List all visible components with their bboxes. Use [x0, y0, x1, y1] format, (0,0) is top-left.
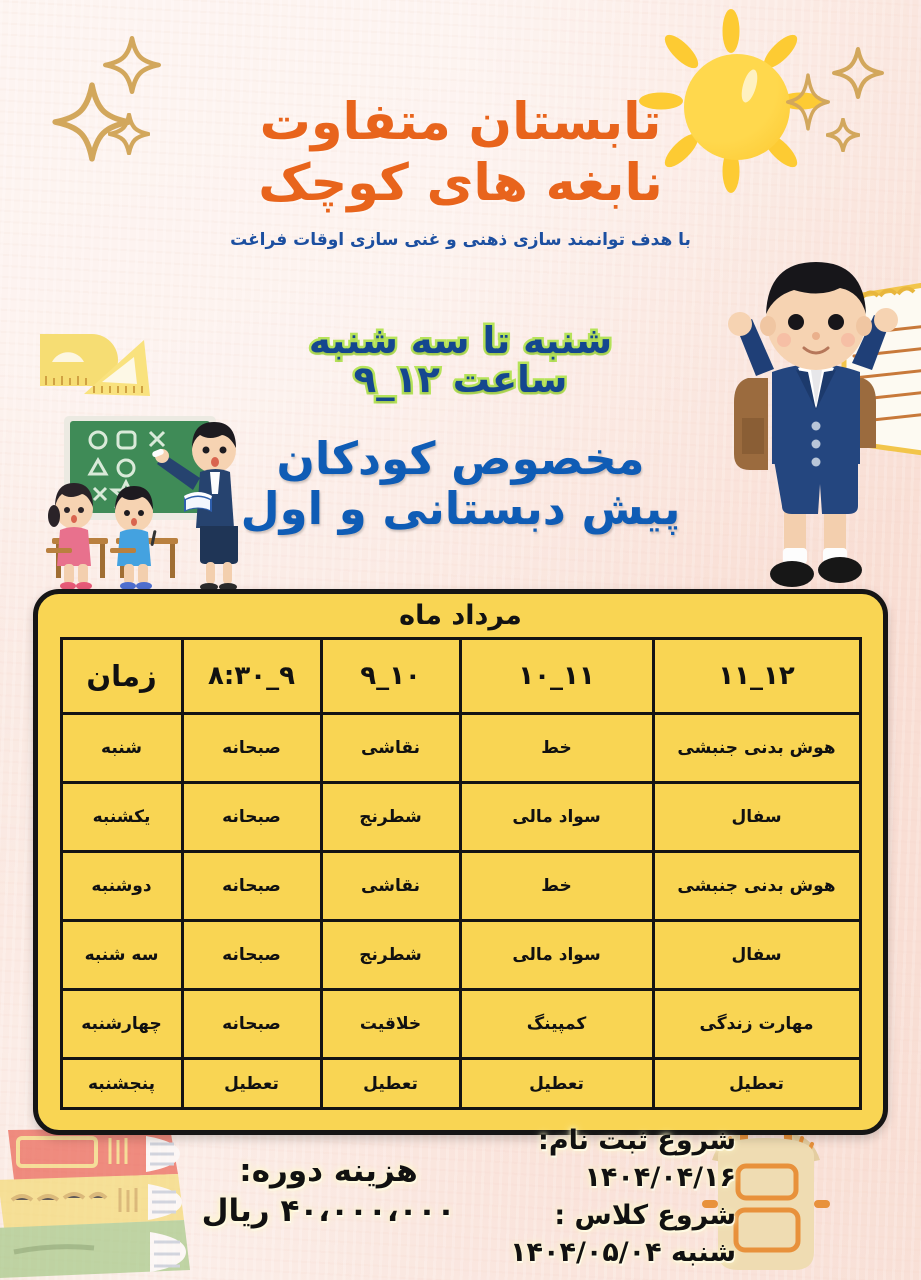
table-row — [61, 714, 860, 783]
schedule-days-text: شنبه تا سه شنبه — [308, 319, 613, 362]
cell-c4: تعطیل — [653, 1059, 860, 1109]
column-header-1011: ۱۱_۱۰ — [460, 639, 653, 714]
cell-c1: تعطیل — [182, 1059, 321, 1109]
column-header-0830: ۹_۸:۳۰ — [182, 639, 321, 714]
cell-c3: سواد مالی — [460, 783, 653, 852]
sparkle-star-icon — [103, 36, 161, 94]
cell-c2: شطرنج — [321, 783, 460, 852]
cell-day: پنجشنبه — [61, 1059, 182, 1109]
registration-label: شروع ثبت نام: — [538, 1125, 736, 1156]
registration-block — [456, 1122, 736, 1271]
course-fee-block — [191, 1152, 466, 1231]
table-row — [61, 852, 860, 921]
cell-day: سه شنبه — [61, 921, 182, 990]
class-start-label: شروع کلاس : — [554, 1199, 736, 1231]
cell-c3: خط — [460, 714, 653, 783]
page-subtitle: با هدف توانمند سازی ذهنی و غنی سازی اوقات فراغت — [230, 230, 691, 251]
cell-c4: سفال — [653, 921, 860, 990]
month-title: مرداد ماه — [399, 600, 522, 631]
class-start-date: شنبه ۱۴۰۴/۰۵/۰۴ — [510, 1236, 736, 1268]
cell-c2: خلاقیت — [321, 990, 460, 1059]
audience-line2: پیش دبستانی و اول — [240, 481, 681, 535]
audience-line1: مخصوص کودکان — [276, 432, 645, 485]
cell-c1: صبحانه — [182, 852, 321, 921]
table-row — [61, 921, 860, 990]
table-row — [61, 1059, 860, 1109]
cell-c4: هوش بدنی جنبشی — [653, 714, 860, 783]
registration-date: ۱۴۰۴/۰۴/۱۶ — [584, 1162, 736, 1194]
page-title-line1: تابستان متفاوت — [259, 93, 662, 152]
audience-headline — [0, 434, 921, 533]
cell-c1: صبحانه — [182, 783, 321, 852]
schedule-headline — [0, 320, 921, 401]
table-row — [61, 783, 860, 852]
column-header-time: زمان — [61, 639, 182, 714]
table-row — [61, 990, 860, 1059]
cell-day: شنبه — [61, 714, 182, 783]
cell-c4: هوش بدنی جنبشی — [653, 852, 860, 921]
book-stack-illustration — [0, 1128, 194, 1280]
schedule-table — [60, 637, 862, 1110]
cell-day: چهارشنبه — [61, 990, 182, 1059]
cell-c2: نقاشی — [321, 714, 460, 783]
column-header-0910: ۱۰_۹ — [321, 639, 460, 714]
schedule-panel — [33, 589, 888, 1135]
cell-c1: صبحانه — [182, 990, 321, 1059]
cell-c3: خط — [460, 852, 653, 921]
cell-day: دوشنبه — [61, 852, 182, 921]
page-title-line2: نابغه های کوچک — [258, 154, 663, 214]
cell-c2: نقاشی — [321, 852, 460, 921]
table-header-row — [61, 639, 860, 714]
fee-label: هزینه دوره: — [239, 1153, 418, 1189]
cell-c3: سواد مالی — [460, 921, 653, 990]
cell-c2: تعطیل — [321, 1059, 460, 1109]
cell-c4: سفال — [653, 783, 860, 852]
sparkle-star-icon — [832, 47, 884, 99]
cell-day: یکشنبه — [61, 783, 182, 852]
cell-c2: شطرنج — [321, 921, 460, 990]
fee-amount: ۴۰،۰۰۰،۰۰۰ ریال — [201, 1192, 456, 1229]
schoolboy-illustration — [712, 248, 920, 600]
schedule-table-body — [61, 714, 860, 1109]
cell-c3: تعطیل — [460, 1059, 653, 1109]
cell-c4: مهارت زندگی — [653, 990, 860, 1059]
cell-c1: صبحانه — [182, 921, 321, 990]
column-header-1112: ۱۲_۱۱ — [653, 639, 860, 714]
cell-c1: صبحانه — [182, 714, 321, 783]
title-block — [0, 93, 921, 251]
cell-c3: کمپینگ — [460, 990, 653, 1059]
schedule-hours-text: ساعت ۱۲_۹ — [353, 358, 568, 402]
